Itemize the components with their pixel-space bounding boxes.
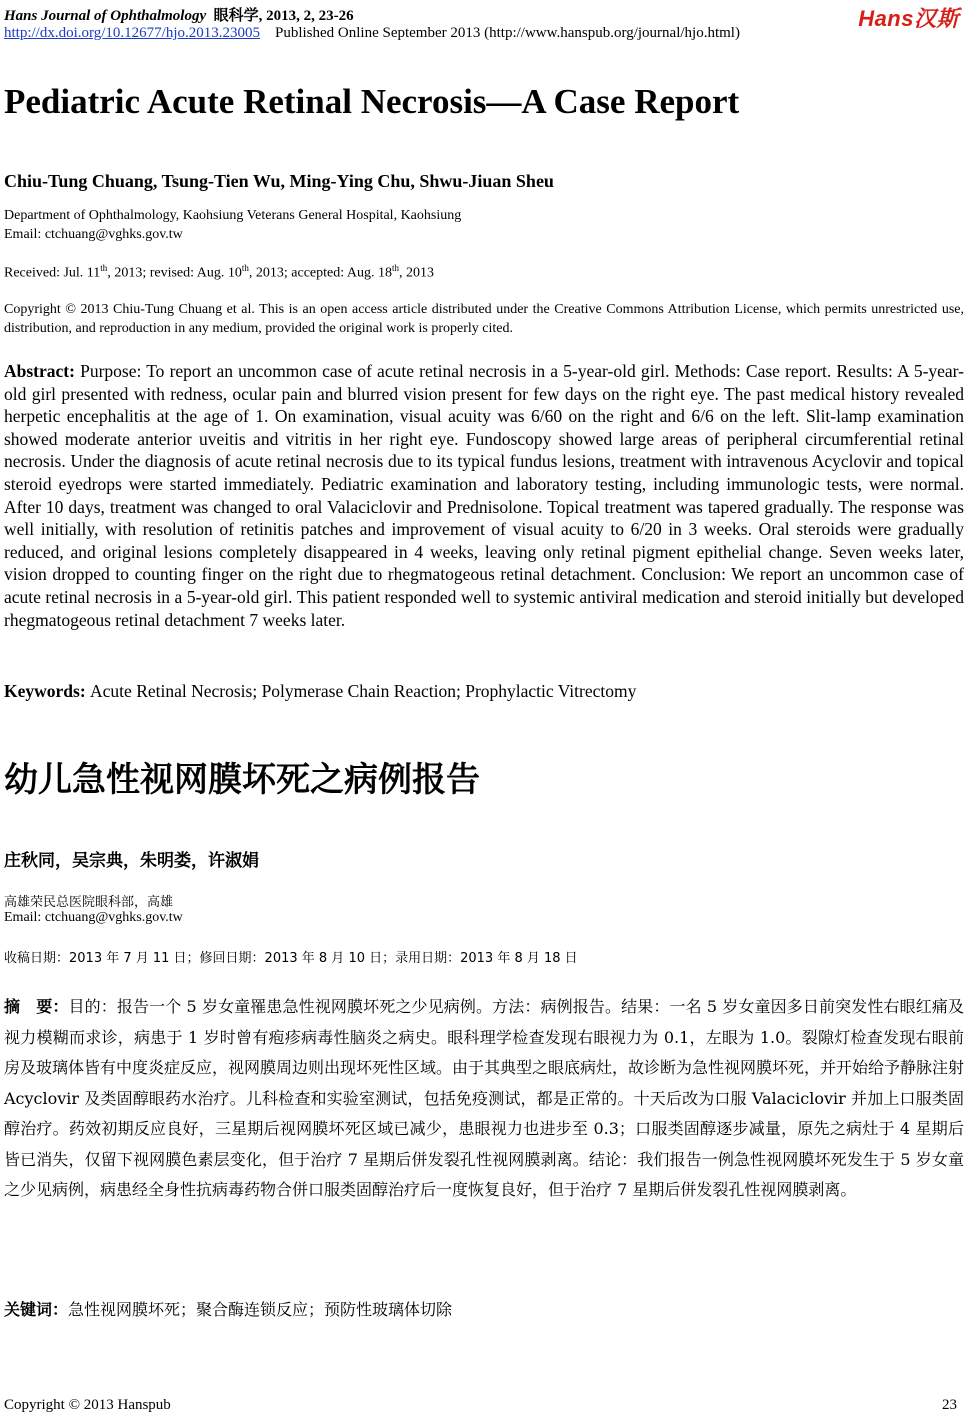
keywords-text: Acute Retinal Necrosis; Polymerase Chain Reaction; Prophylactic Vitrectomy [90, 681, 637, 701]
paper-title-en: Pediatric Acute Retinal Necrosis—A Case Report [4, 82, 740, 121]
received-dates-cn: 收稿日期：2013 年 7 月 11 日；修回日期：2013 年 8 月 10 日；录用日期：2013 年 8 月 18 日 [4, 951, 578, 966]
abstract-text-cn: 目的：报告一个 5 岁女童罹患急性视网膜坏死之少见病例。方法：病例报告。结果：一名 5 岁女童因多日前突发性右眼红痛及视力模糊而求诊，病患于 1 岁时曾有疱疹病毒性脑炎之病史。眼科理学检查发现右眼视力为 0.1，左眼为 1.0。裂隙灯检查发现右眼前房及玻璃体皆有中度炎症反应，视网膜周边则出现坏死性区域。由于其典型之眼底病灶，故诊断为急性视网膜坏死，并开始给予静脉注射 Acyclovir 及类固醇眼药水治疗。儿科检查和实验室测试，包括免疫测试，都是正常的。十天后改为口服 Valaciclovir 并加上口服类固醇治疗。药效初期反应良好，三星期后视网膜坏死区域已减少，患眼视力也进步至 0.3；口服类固醇逐步减量，原先之病灶于 4 星期后皆已消失，仅留下视网膜色素层变化，但于治疗 7 星期后併发裂孔性视网膜剥离。结论：我们报告一例急性视网膜坏死发生于 5 岁女童之少见病例，病患经全身性抗病毒药物合併口服类固醇治疗后一度恢复良好，但于治疗 7 星期后併发裂孔性视网膜剥离。 [4, 997, 965, 1199]
journal-name: Hans Journal of Ophthalmology [4, 8, 207, 24]
journal-header [4, 4, 354, 25]
copyright-notice: Copyright © 2013 Chiu-Tung Chuang et al. This is an open access article distributed under the Creative Commons Attribution License, which permits unrestricted use, distribution, and reproduction in any medium, provided the original work is properly cited. [4, 302, 964, 336]
abstract-en [4, 360, 964, 631]
affiliation-en: Department of Ophthalmology, Kaohsiung Veterans General Hospital, Kaohsiung [4, 208, 462, 223]
keywords-cn [4, 1297, 452, 1320]
abstract-cn [4, 992, 964, 1206]
footer-copyright: Copyright © 2013 Hanspub [4, 1397, 171, 1413]
doi-link[interactable]: http://dx.doi.org/10.12677/hjo.2013.23005 [4, 25, 260, 41]
email-en: Email: ctchuang@vghks.gov.tw [4, 227, 183, 242]
keywords-en [4, 681, 636, 702]
published-online: Published Online September 2013 (http://www.hanspub.org/journal/hjo.html) [274, 25, 740, 41]
authors-en: Chiu-Tung Chuang, Tsung-Tien Wu, Ming-Ying Chu, Shwu-Jiuan Sheu [4, 171, 554, 191]
email-cn: Email: ctchuang@vghks.gov.tw [4, 910, 183, 925]
hans-logo: Hans汉斯 [858, 6, 959, 31]
journal-issue: 眼科学, 2013, 2, 23-26 [213, 8, 354, 24]
page-number: 23 [942, 1397, 957, 1413]
keywords-label: Keywords: [4, 681, 86, 701]
abstract-label-cn: 摘 要： [4, 997, 69, 1016]
abstract-text: Purpose: To report an uncommon case of acute retinal necrosis in a 5-year-old girl. Methods: Case report. Results: A 5-year-old girl presented with redness, ocular pain and blurred vision present for few days on the right eye. The past medical history revealed herpetic encephalitis at the age of 1. On examination, visual acuity was 6/60 on the right and 6/6 on the left. Slit-lamp examination showed moderate anterior uveitis and vitritis in her right eye. Fundoscopy showed large areas of peripheral circumferential retinal necrosis. Under the diagnosis of acute retinal necrosis due to its typical fundus lesions, treatment with intravenous Acyclovir and topical steroid eyedrops were started immediately. Pediatric examination and laboratory testing, including immunologic tests, were normal. After 10 days, treatment was changed to oral Valaciclovir and Prednisolone. Topical treatment was tapered gradually. The response was well initially, with resolution of retinitis patches and improvement of visual acuity to 6/20 in 3 weeks. Oral steroids were gradually reduced, and original lesions completely disappeared in 4 weeks, leaving only retinal pigment epithelial change. Seven weeks later, vision dropped to counting finger on the right due to rhegmatogeous retinal detachment. Conclusion: We report an uncommon case of acute retinal necrosis in a 5-year-old girl. This patient responded well to systemic antiviral medication and steroid initially but developed rhegmatogeous retinal detachment 7 weeks later. [4, 361, 964, 630]
keywords-label-cn: 关键词： [4, 1300, 69, 1319]
keywords-text-cn: 急性视网膜坏死；聚合酶连锁反应；预防性玻璃体切除 [68, 1300, 453, 1319]
paper-title-cn: 幼儿急性视网膜坏死之病例报告 [4, 760, 480, 800]
affiliation-cn: 高雄荣民总医院眼科部，高雄 [4, 895, 174, 910]
authors-cn: 庄秋同，吴宗典，朱明娄，许淑娟 [4, 851, 259, 871]
abstract-label: Abstract: [4, 361, 75, 381]
received-dates-en: Received: Jul. 11th, 2013; revised: Aug. 10th, 2013; accepted: Aug. 18th, 2013 [4, 263, 434, 281]
doi-line [4, 25, 740, 42]
